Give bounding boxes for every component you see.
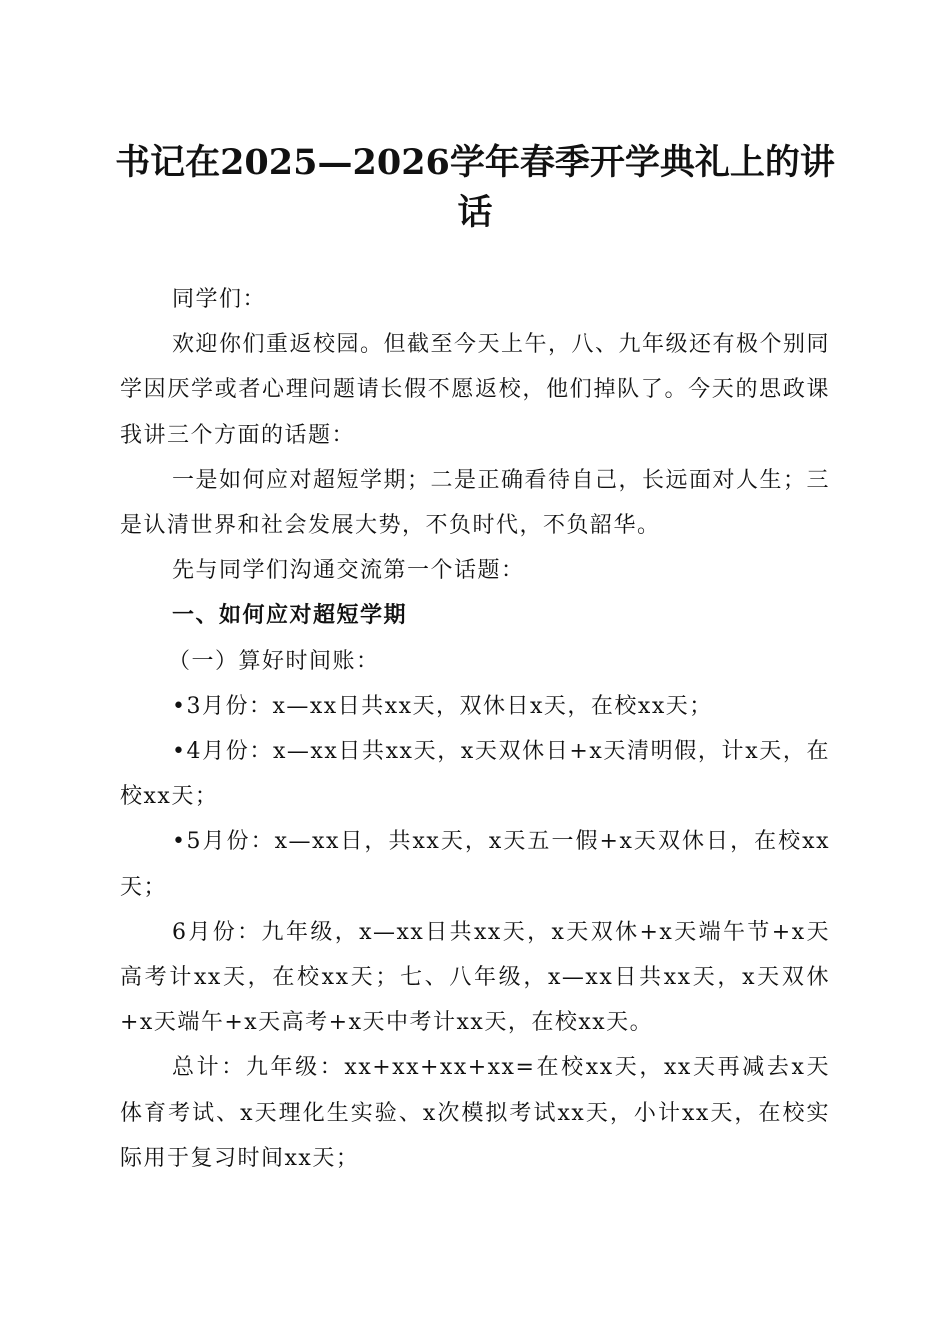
paragraph-intro: 欢迎你们重返校园。但截至今天上午，八、九年级还有极个别同学因厌学或者心理问题请长假不愿返校，他们掉队了。今天的思政课我讲三个方面的话题： xyxy=(120,332,831,448)
subsection-heading: （一）算好时间账： xyxy=(168,648,380,674)
section-heading: 一、如何应对超短学期 xyxy=(172,603,408,629)
salutation: 同学们： xyxy=(172,287,267,312)
list-item-total: 总计：九年级：xx+xx+xx+xx=在校xx天，xx天再减去x天体育考试、x天理化生实验、x次模拟考试xx天，小计xx天，在校实际用于复习时间xx天； xyxy=(120,1055,830,1171)
paragraph-topics: 一是如何应对超短学期；二是正确看待自己，长远面对人生；三是认清世界和社会发展大势，不负时代，不负韶华。 xyxy=(120,467,831,539)
list-item-march: •3月份：x—xx日共xx天，双休日x天，在校xx天； xyxy=(172,693,713,719)
paragraph-transition: 先与同学们沟通交流第一个话题： xyxy=(172,558,525,584)
list-item-may: •5月份：x—xx日，共xx天，x天五一假+x天双休日，在校xx天； xyxy=(120,829,830,900)
document-title: 书记在2025—2026学年春季开学典礼上的讲话 xyxy=(115,142,835,233)
document-body xyxy=(120,277,830,1181)
list-item-june: 6月份：九年级，x—xx日共xx天，x天双休+x天端午节+x天高考计xx天，在校xx天；七、八年级，x—xx日共xx天，x天双休+x天端午+x天高考+x天中考计xx天，在校xx天。 xyxy=(120,919,830,1036)
list-item-april: •4月份：x—xx日共xx天，x天双休日+x天清明假，计x天，在校xx天； xyxy=(120,739,830,810)
